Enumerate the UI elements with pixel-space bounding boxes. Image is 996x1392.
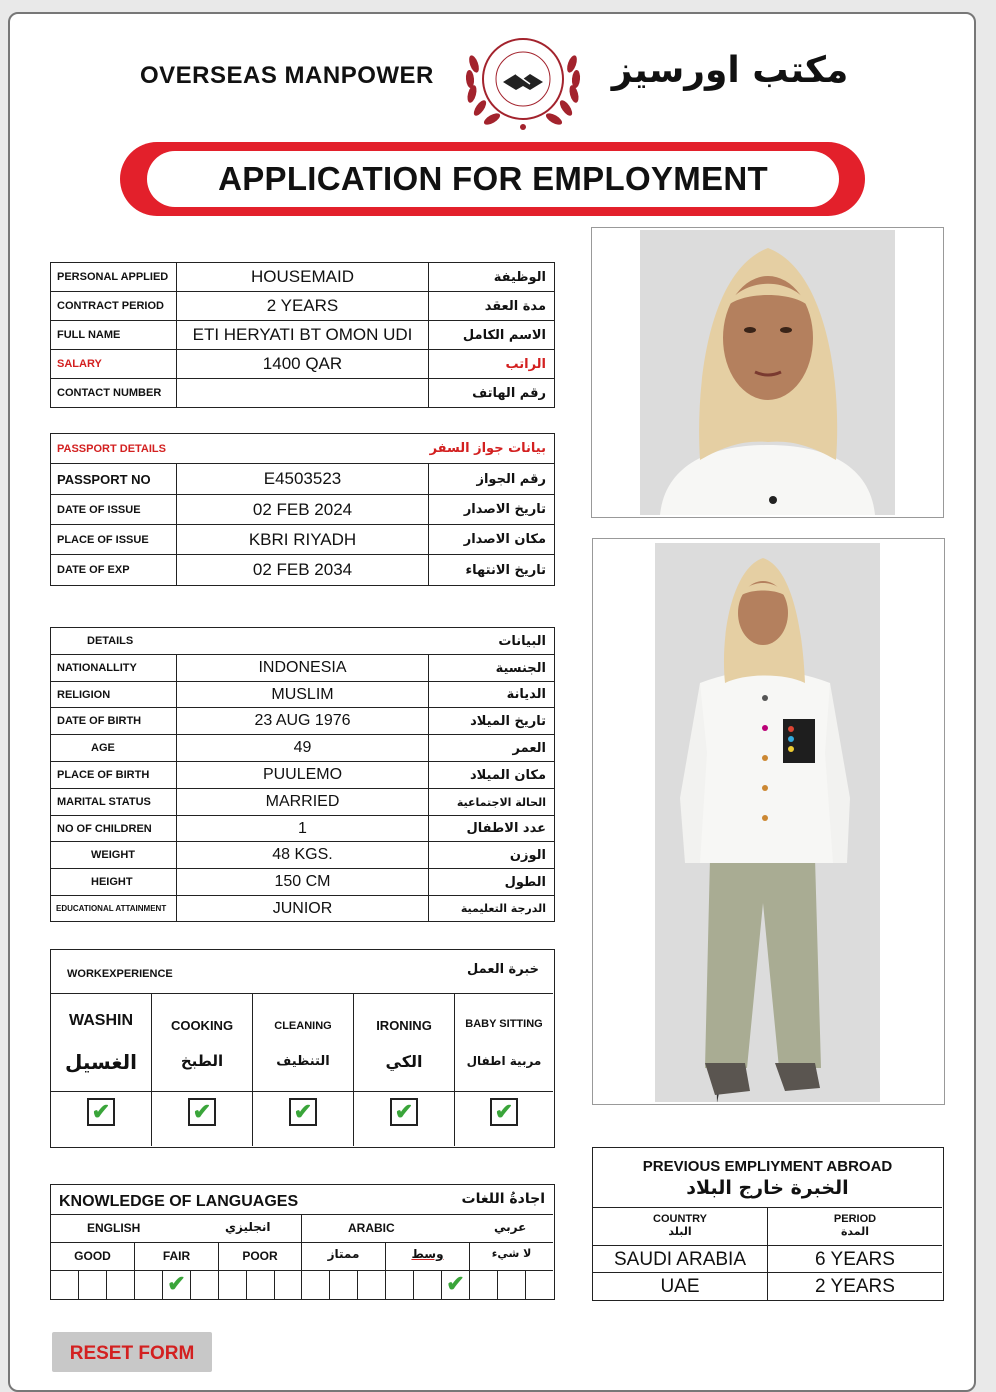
row-label: MARITAL STATUS (51, 789, 177, 816)
table-row (51, 735, 555, 762)
skill-label: WASHIN (69, 1012, 133, 1029)
row-value: INDONESIA (177, 655, 429, 682)
contact-number-value (177, 379, 429, 408)
job-info-table (50, 262, 555, 408)
previous-employment-title-ar: الخبرة خارج البلاد (686, 1177, 849, 1199)
row-label-ar: تاريخ الانتهاء (429, 555, 555, 586)
row-label: HEIGHT (51, 869, 177, 896)
period-column-header (768, 1208, 942, 1245)
skill-cleaning (253, 994, 354, 1091)
country-label: COUNTRY (653, 1213, 707, 1225)
skill-washing (51, 994, 152, 1091)
language-levels-row (51, 1243, 553, 1271)
level-label-ar: لا شيء (491, 1247, 532, 1260)
languages-title: KNOWLEDGE OF LANGUAGES (59, 1193, 299, 1210)
passport-header: PASSPORT DETAILS (51, 434, 429, 464)
skill-label: IRONING (376, 1018, 432, 1033)
ironing-checkbox[interactable]: ✔ (390, 1098, 418, 1126)
previous-employment-section (592, 1147, 944, 1301)
washing-checkbox[interactable]: ✔ (87, 1098, 115, 1126)
row-value: JUNIOR (177, 896, 429, 922)
row-label-ar: الدرجة التعليمية (429, 896, 555, 922)
skill-cell (152, 1092, 253, 1146)
table-row (51, 350, 555, 379)
row-label-ar: الاسم الكامل (429, 321, 555, 350)
cooking-checkbox[interactable]: ✔ (188, 1098, 216, 1126)
row-label-ar: مكان الاصدار (429, 525, 555, 555)
row-value: 49 (177, 735, 429, 762)
previous-employment-columns (593, 1208, 942, 1246)
country-value: UAE (593, 1273, 768, 1300)
row-label: FULL NAME (51, 321, 177, 350)
row-label: DATE OF EXP (51, 555, 177, 586)
skill-checkbox-row (51, 1092, 553, 1146)
skill-label: BABY SITTING (465, 1018, 543, 1030)
row-value: PUULEMO (177, 762, 429, 789)
table-row (51, 525, 555, 555)
row-label-ar: تاريخ الاصدار (429, 495, 555, 525)
language-checkbox[interactable] (107, 1271, 135, 1299)
portrait-image (640, 230, 895, 515)
skill-label-ar: التنظيف (276, 1054, 330, 1069)
english-fair-checkbox[interactable]: ✔ (163, 1271, 191, 1299)
row-label: WEIGHT (51, 842, 177, 869)
country-column-header (593, 1208, 768, 1245)
skill-cell (455, 1092, 553, 1146)
salary-label: SALARY (51, 350, 177, 379)
form-title: APPLICATION FOR EMPLOYMENT (218, 160, 768, 197)
language-checkbox[interactable] (498, 1271, 526, 1299)
row-label: NO OF CHILDREN (51, 816, 177, 842)
salary-value: 1400 QAR (177, 350, 429, 379)
language-checkbox[interactable] (191, 1271, 219, 1299)
languages-section (50, 1184, 555, 1300)
table-row (51, 321, 555, 350)
language-checkbox[interactable] (386, 1271, 414, 1299)
work-experience-header (51, 950, 553, 994)
cleaning-checkbox[interactable]: ✔ (289, 1098, 317, 1126)
company-name-en: OVERSEAS MANPOWER (140, 62, 434, 89)
row-label-ar: مدة العقد (429, 292, 555, 321)
skill-label-ar: الكي (385, 1052, 423, 1071)
language-checkbox[interactable] (51, 1271, 79, 1299)
row-value: ETI HERYATI BT OMON UDI (177, 321, 429, 350)
table-row (51, 379, 555, 408)
row-value: 48 KGS. (177, 842, 429, 869)
row-label-ar: الديانة (429, 682, 555, 708)
table-header-row (51, 628, 555, 655)
work-experience-title-ar: خبرة العمل (467, 962, 539, 977)
language-checkbox[interactable] (470, 1271, 498, 1299)
row-label-ar: تاريخ الميلاد (429, 708, 555, 735)
passport-header-ar: بيانات جواز السفر (429, 434, 555, 464)
row-label: CONTACT NUMBER (51, 379, 177, 408)
period-value: 2 YEARS (815, 1276, 895, 1297)
row-label-ar: عدد الاطفال (429, 816, 555, 842)
table-row (51, 896, 555, 922)
row-label-ar: مكان الميلاد (429, 762, 555, 789)
arabic-average-checkbox[interactable]: ✔ (442, 1271, 470, 1299)
period-label-ar: المدة (840, 1225, 870, 1238)
row-value: KBRI RIYADH (177, 525, 429, 555)
language-checkbox[interactable] (302, 1271, 330, 1299)
passport-table (50, 433, 555, 586)
period-label: PERIOD (833, 1213, 877, 1225)
work-experience-title: WORKEXPERIENCE (67, 968, 173, 980)
row-value: 1 (177, 816, 429, 842)
table-row (51, 292, 555, 321)
skill-ironing (354, 994, 455, 1091)
row-value: 150 CM (177, 869, 429, 896)
row-label: PLACE OF BIRTH (51, 762, 177, 789)
details-table (50, 627, 555, 922)
row-label: NATIONALLITY (51, 655, 177, 682)
table-row (51, 682, 555, 708)
skill-label-ar: الطبخ (180, 1052, 224, 1070)
country-label-ar: البلد (668, 1225, 692, 1238)
portrait-photo (591, 227, 944, 518)
row-label: RELIGION (51, 682, 177, 708)
row-label-ar: رقم الجواز (429, 464, 555, 495)
company-name-ar: مكتب اورسيز (611, 50, 849, 91)
row-label-ar: الطول (429, 869, 555, 896)
previous-employment-header (593, 1148, 942, 1208)
row-label: PERSONAL APPLIED (51, 263, 177, 292)
table-row (51, 655, 555, 682)
row-label: DATE OF ISSUE (51, 495, 177, 525)
table-row (51, 869, 555, 896)
level-label: FAIR (135, 1243, 219, 1270)
language-checkbox[interactable] (330, 1271, 358, 1299)
passport-number-value: E4503523 (177, 464, 429, 495)
english-label-ar: انجليزي (225, 1220, 271, 1234)
table-row (593, 1273, 942, 1300)
baby-sitting-checkbox[interactable]: ✔ (490, 1098, 518, 1126)
row-value: MUSLIM (177, 682, 429, 708)
row-label: PLACE OF ISSUE (51, 525, 177, 555)
period-value: 6 YEARS (815, 1249, 895, 1270)
table-row (51, 263, 555, 292)
full-body-image (655, 543, 880, 1102)
table-row (593, 1246, 942, 1273)
salary-label-ar: الراتب (429, 350, 555, 379)
language-checkbox[interactable] (414, 1271, 442, 1299)
skill-baby-sitting (455, 994, 553, 1091)
english-label: ENGLISH (87, 1221, 141, 1235)
table-row (51, 816, 555, 842)
row-label-ar: الوظيفة (429, 263, 555, 292)
table-row (51, 495, 555, 525)
skill-label: COOKING (170, 1018, 234, 1033)
reset-form-button[interactable]: RESET FORM (52, 1332, 212, 1372)
table-row (51, 708, 555, 735)
skill-cell (253, 1092, 354, 1146)
company-logo (458, 24, 588, 134)
row-value: 2 YEARS (177, 292, 429, 321)
table-row (51, 789, 555, 816)
level-label-ar: ممتاز (302, 1243, 386, 1270)
row-label-ar: رقم الهاتف (429, 379, 555, 408)
row-value: HOUSEMAID (177, 263, 429, 292)
arabic-label: ARABIC (348, 1221, 395, 1235)
skill-label-ar: مربية اطفال (466, 1054, 542, 1068)
language-checkbox-row (51, 1271, 553, 1299)
language-checkbox[interactable] (247, 1271, 275, 1299)
language-checkbox[interactable] (79, 1271, 107, 1299)
skill-cooking (152, 994, 253, 1091)
skill-cell (354, 1092, 455, 1146)
row-label-ar: الوزن (429, 842, 555, 869)
previous-employment-title: PREVIOUS EMPLIYMENT ABROAD (642, 1158, 893, 1175)
arabic-header (302, 1215, 553, 1243)
row-value: MARRIED (177, 789, 429, 816)
arabic-label-ar: عربي (494, 1220, 527, 1234)
row-label: AGE (51, 735, 177, 762)
details-header-ar: البيانات (429, 628, 555, 655)
row-value: 02 FEB 2024 (177, 495, 429, 525)
row-label-ar: الحالة الاجتماعية (429, 789, 555, 816)
level-label: GOOD (51, 1243, 135, 1270)
language-checkbox[interactable] (358, 1271, 386, 1299)
details-header: DETAILS (51, 628, 429, 655)
full-body-photo (592, 538, 945, 1105)
english-header (51, 1215, 302, 1243)
row-label-ar: الجنسية (429, 655, 555, 682)
level-label-ar: وسط (386, 1243, 470, 1270)
language-checkbox[interactable] (275, 1271, 302, 1299)
row-label: EDUCATIONAL ATTAINMENT (51, 896, 177, 922)
level-label: POOR (219, 1243, 302, 1270)
work-experience-section (50, 949, 555, 1148)
row-value: 02 FEB 2034 (177, 555, 429, 586)
table-row (51, 555, 555, 586)
table-row (51, 842, 555, 869)
skill-header-row (51, 994, 553, 1092)
language-checkbox[interactable] (526, 1271, 551, 1299)
country-value: SAUDI ARABIA (593, 1246, 768, 1272)
table-header-row (51, 434, 555, 464)
row-label: CONTRACT PERIOD (51, 292, 177, 321)
skill-label: CLEANING (274, 1020, 332, 1032)
row-label-ar: العمر (429, 735, 555, 762)
row-label: PASSPORT NO (51, 464, 177, 495)
language-checkbox[interactable] (219, 1271, 247, 1299)
skill-cell (51, 1092, 152, 1146)
table-row (51, 762, 555, 789)
row-value: 23 AUG 1976 (177, 708, 429, 735)
languages-header (51, 1185, 553, 1215)
language-checkbox[interactable] (135, 1271, 163, 1299)
table-row (51, 464, 555, 495)
row-label: DATE OF BIRTH (51, 708, 177, 735)
skill-label-ar: الغسيل (64, 1050, 138, 1074)
languages-title-ar: اجادةُ اللغات (461, 1191, 545, 1207)
